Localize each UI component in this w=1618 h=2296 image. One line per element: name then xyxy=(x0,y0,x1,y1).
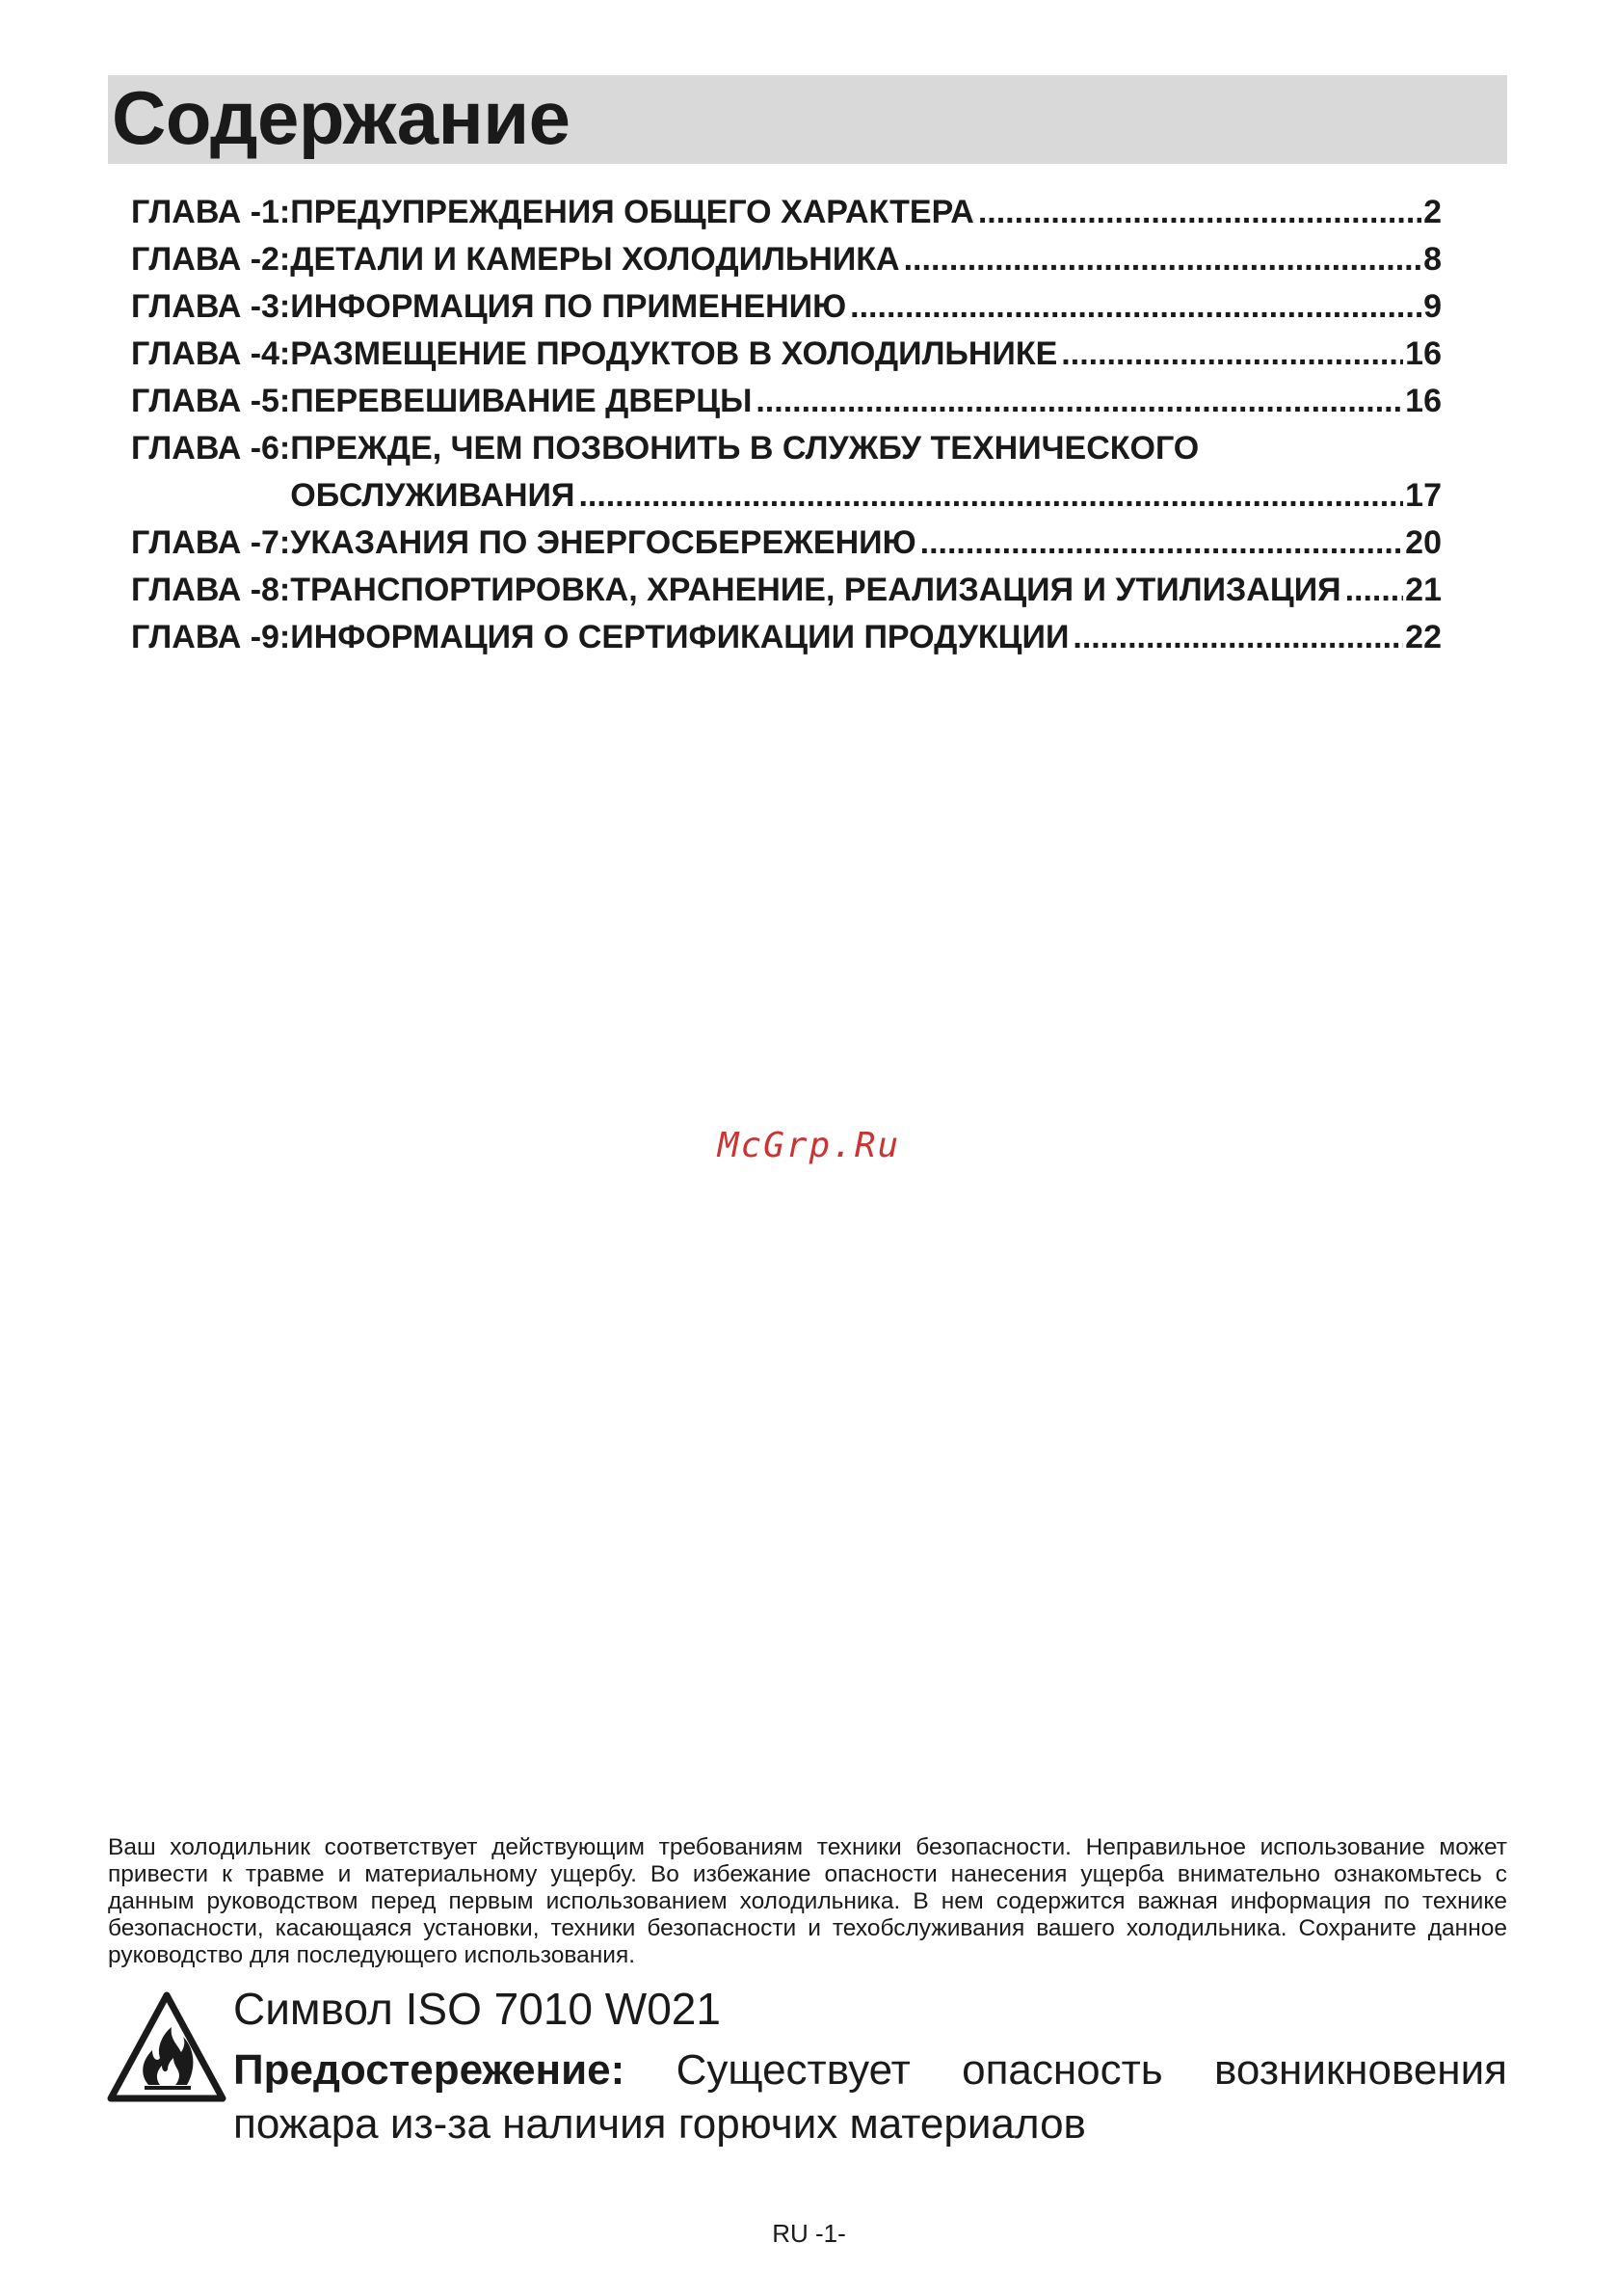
toc-entry xyxy=(131,425,1442,520)
warning-text xyxy=(233,2043,1507,2151)
toc-leader-dots xyxy=(978,189,1421,236)
toc-leader-dots xyxy=(578,472,1403,520)
title-bar xyxy=(108,75,1507,164)
toc-entry xyxy=(131,614,1442,661)
toc-page-number: 20 xyxy=(1405,524,1442,561)
toc-chapter-title: ИНФОРМАЦИЯ ПО ПРИМЕНЕНИЮ xyxy=(290,288,847,325)
toc-chapter-title: ПРЕДУПРЕЖДЕНИЯ ОБЩЕГО ХАРАКТЕРА xyxy=(290,194,974,230)
toc-chapter-title: ОБСЛУЖИВАНИЯ xyxy=(290,477,575,514)
toc-page-number: 22 xyxy=(1405,619,1442,655)
toc-chapter-title: ТРАНСПОРТИРОВКА, ХРАНЕНИЕ, РЕАЛИЗАЦИЯ И УТИЛИЗАЦИЯ xyxy=(290,572,1341,608)
intro-paragraph: Ваш холодильник соответствует действующим требованиям техники безопасности. Неправильное использование может привести к травме и материальному ущербу. Во избежание опасности нанесения ущерба внимательно ознакомьтесь с данным руководством перед первым использованием холодильника. В нем содержится важная информация по технике безопасности, касающаяся установки, техники безопасности и техобслуживания вашего холодильника. Сохраните данное руководство для последующего использования. xyxy=(108,1834,1507,1968)
table-of-contents xyxy=(131,189,1442,661)
toc-chapter-number: ГЛАВА -6: xyxy=(131,430,291,467)
toc-chapter-number: ГЛАВА -1: xyxy=(131,194,291,230)
toc-leader-dots xyxy=(850,283,1421,331)
warning-label: Предостережение: xyxy=(233,2046,625,2094)
toc-chapter-title: ПЕРЕВЕШИВАНИЕ ДВЕРЦЫ xyxy=(290,383,753,419)
toc-entry xyxy=(131,236,1442,283)
toc-leader-dots xyxy=(756,378,1403,425)
toc-entry xyxy=(131,189,1442,236)
toc-chapter-title: ИНФОРМАЦИЯ О СЕРТИФИКАЦИИ ПРОДУКЦИИ xyxy=(290,619,1070,655)
page-title: Содержание xyxy=(112,75,570,160)
toc-chapter-number: ГЛАВА -8: xyxy=(131,572,291,608)
toc-leader-dots xyxy=(920,520,1404,567)
toc-entry xyxy=(131,520,1442,567)
toc-entry xyxy=(131,331,1442,378)
toc-leader-dots xyxy=(1345,567,1404,614)
toc-leader-dots xyxy=(1061,331,1403,378)
page-number: RU -1- xyxy=(772,2219,846,2248)
toc-entry xyxy=(131,378,1442,425)
toc-page-number: 16 xyxy=(1405,335,1442,372)
toc-page-number: 21 xyxy=(1405,572,1442,608)
warning-body: Существует опасность возникновения пожара из-за наличия горючих материалов xyxy=(233,2046,1507,2148)
toc-page-number: 17 xyxy=(1405,477,1442,514)
toc-page-number: 9 xyxy=(1423,288,1442,325)
toc-entry xyxy=(131,567,1442,614)
toc-chapter-title: РАЗМЕЩЕНИЕ ПРОДУКТОВ В ХОЛОДИЛЬНИКЕ xyxy=(290,335,1058,372)
toc-chapter-number: ГЛАВА -4: xyxy=(131,335,291,372)
toc-page-number: 16 xyxy=(1405,383,1442,419)
watermark: McGrp.Ru xyxy=(717,1126,901,1165)
toc-chapter-title: ПРЕЖДЕ, ЧЕМ ПОЗВОНИТЬ В СЛУЖБУ ТЕХНИЧЕСКОГО xyxy=(290,430,1200,467)
toc-leader-dots xyxy=(904,236,1421,283)
toc-page-number: 2 xyxy=(1423,194,1442,230)
toc-chapter-number: ГЛАВА -2: xyxy=(131,241,291,278)
toc-leader-dots xyxy=(1073,614,1403,661)
toc-chapter-title: ДЕТАЛИ И КАМЕРЫ ХОЛОДИЛЬНИКА xyxy=(290,241,900,278)
toc-chapter-number: ГЛАВА -5: xyxy=(131,383,291,419)
toc-page-number: 8 xyxy=(1423,241,1442,278)
toc-entry xyxy=(131,283,1442,331)
toc-chapter-number: ГЛАВА -7: xyxy=(131,524,291,561)
toc-chapter-number: ГЛАВА -9: xyxy=(131,619,291,655)
iso-symbol-title: Символ ISO 7010 W021 xyxy=(233,1984,721,2034)
fire-warning-icon xyxy=(106,1990,227,2104)
toc-chapter-number: ГЛАВА -3: xyxy=(131,288,291,325)
toc-chapter-title: УКАЗАНИЯ ПО ЭНЕРГОСБЕРЕЖЕНИЮ xyxy=(290,524,916,561)
